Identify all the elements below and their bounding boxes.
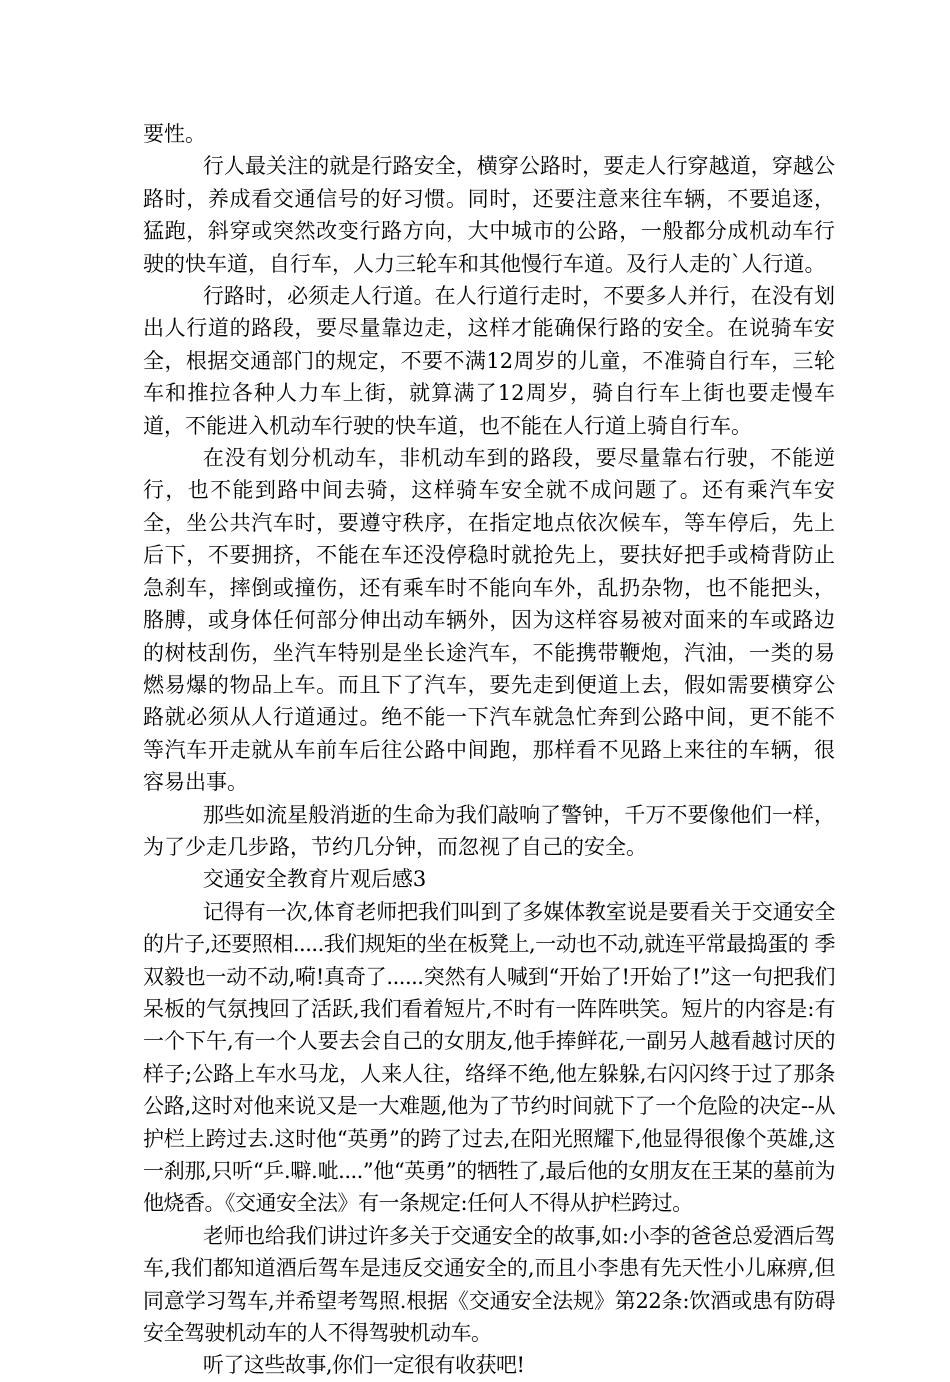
paragraph-3: 行路时，必须走人行道。在人行道行走时，不要多人并行，在没有划出人行道的路段，要尽量靠边走，这样才能确保行路的安全。在说骑车安全，根据交通部门的规定，不要不满12周岁的儿童，不准骑自行车，三轮车和推拉各种人力车上街，就算满了12周岁，骑自行车上街也要走慢车道，不能进入机动车行驶的快车道，也不能在人行道上骑自行车。 <box>143 284 835 438</box>
paragraph-1: 要性。 <box>143 122 206 146</box>
paragraph-5: 那些如流星般消逝的生命为我们敲响了警钟，千万不要像他们一样，为了少走几步路，节约几分钟，而忽视了自己的安全。 <box>143 802 835 859</box>
paragraph-2: 行人最关注的就是行路安全，横穿公路时，要走人行穿越道，穿越公路时，养成看交通信号的好习惯。同时，还要注意来往车辆，不要追逐，猛跑，斜穿或突然改变行路方向，大中城市的公路，一般都分成机动车行驶的快车道，自行车，人力三轮车和其他慢行车道。及行人走的`人行道。 <box>143 154 835 276</box>
section-heading: 交通安全教育片观后感3 <box>202 867 427 892</box>
document-page <box>143 118 835 1382</box>
paragraph-7: 老师也给我们讲过许多关于交通安全的故事,如:小李的爸爸总爱酒后驾车,我们都知道酒后驾车是违反交通安全的,而且小李患有先天性小儿麻痹,但同意学习驾车,并希望考驾照.根据《交通安全法规》第22条:饮酒或患有防碍安全驾驶机动车的人不得驾驶机动车。 <box>143 1223 835 1346</box>
paragraph-4: 在没有划分机动车，非机动车到的路段，要尽量靠右行驶，不能逆行，也不能到路中间去骑，这样骑车安全就不成问题了。还有乘汽车安全，坐公共汽车时，要遵守秩序，在指定地点依次候车，等车停后，先上后下，不要拥挤，不能在车还没停稳时就抢先上，要扶好把手或椅背防止急刹车，摔倒或撞伤，还有乘车时不能向车外，乱扔杂物，也不能把头，胳膊，或身体任何部分伸出动车辆外，因为这样容易被对面来的车或路边的树枝刮伤，坐汽车特别是坐长途汽车，不能携带鞭炮，汽油，一类的易燃易爆的物品上车。而且下了汽车，要先走到便道上去，假如需要横穿公路就必须从人行道通过。绝不能一下汽车就急忙奔到公路中间，更不能不等汽车开走就从车前车后往公路中间跑，那样看不见路上来往的车辆，很容易出事。 <box>143 446 835 795</box>
paragraph-8: 听了这些故事,你们一定很有收获吧! <box>202 1353 525 1378</box>
paragraph-6: 记得有一次,体育老师把我们叫到了多媒体教室说是要看关于交通安全的片子,还要照相.....我们规矩的坐在板凳上,一动也不动,就连平常最捣蛋的 季双毅也一动不动,嗬!真奇了......突然有人喊到“开始了!开始了!”这一句把我们呆板的气氛拽回了活跃,我们看着短片,不时有一阵阵哄笑。短片的内容是:有一个下午,有一个人要去会自己的女朋友,他手捧鲜花,一副另人越看越讨厌的样子;公路上车水马龙，人来人往，络绎不绝,他左躲躲,右闪闪终于过了那条公路,这时对他来说又是一大难题,他为了节约时间就下了一个危险的决定--从护栏上跨过去.这时他“英勇”的跨了过去,在阳光照耀下,他显得很像个英雄,这一刹那,只听“乒.噼.呲....”他“英勇”的牺牲了,最后他的女朋友在王某的墓前为他烧香。《交通安全法》有一条规定:任何人不得从护栏跨过。 <box>143 899 835 1216</box>
